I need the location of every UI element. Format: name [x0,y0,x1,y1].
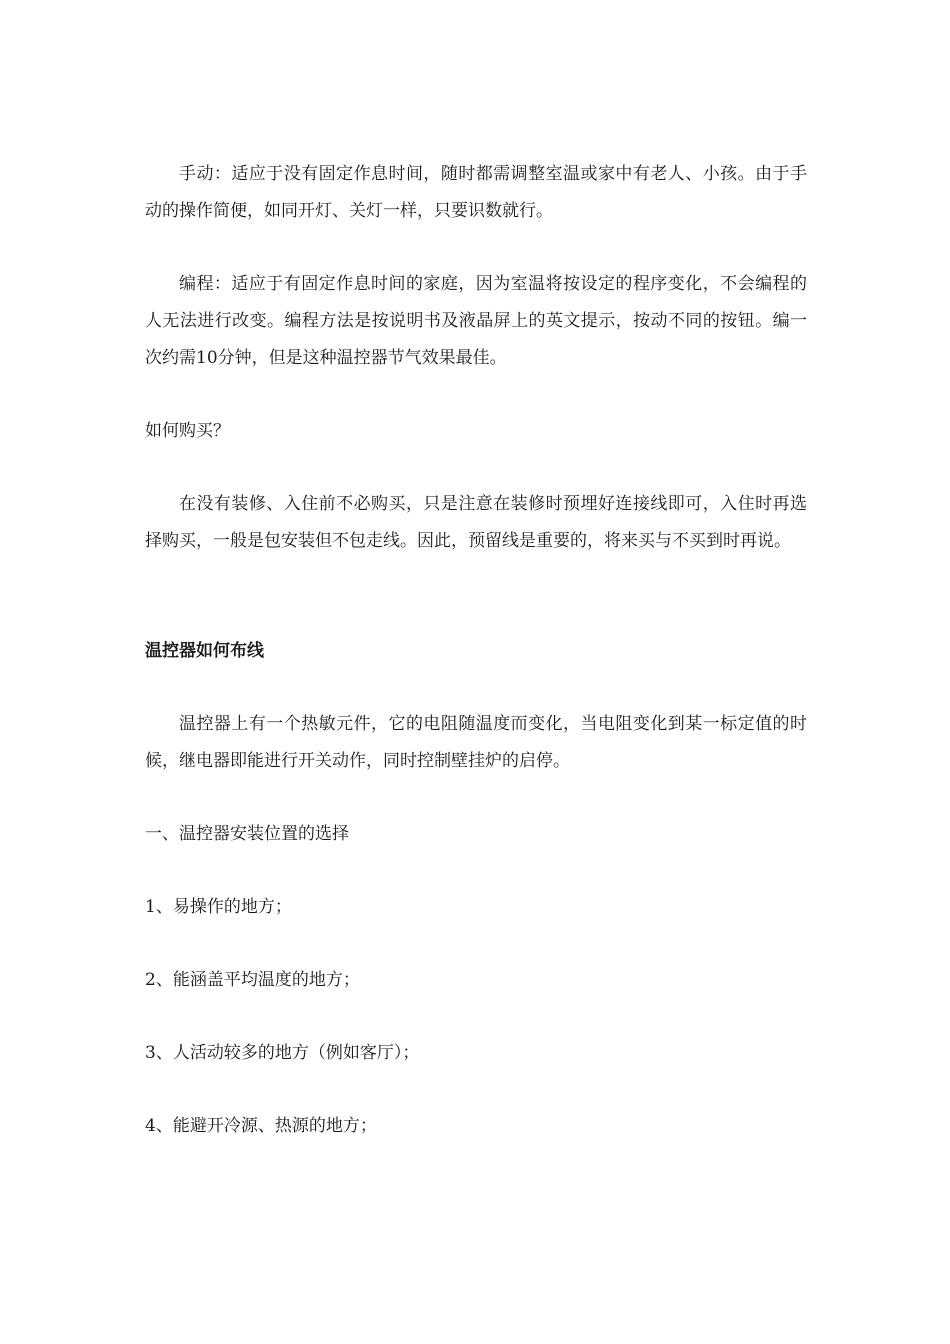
document-body [145,156,807,1145]
spacer [145,999,807,1035]
spacer [145,230,807,266]
paragraph-manual-mode: 手动：适应于没有固定作息时间，随时都需调整室温或家中有老人、小孩。由于手动的操作简便，如同开灯、关灯一样，只要识数就行。 [145,164,807,221]
list-item: 2、能涵盖平均温度的地方； [145,970,360,990]
paragraph-how-to-buy-question: 如何购买？ [145,421,230,441]
section-heading: 温控器如何布线 [145,641,264,661]
list-item: 4、能避开冷源、热源的地方； [145,1116,377,1136]
paragraph-how-to-buy-answer: 在没有装修、入住前不必购买，只是注意在装修时预埋好连接线即可，入住时再选择购买，一般是包安装但不包走线。因此，预留线是重要的，将来买与不买到时再说。 [145,494,807,551]
spacer [145,853,807,889]
spacer [145,450,807,486]
spacer [145,377,807,413]
spacer [145,780,807,816]
section-subheading: 一、温控器安装位置的选择 [145,824,349,844]
paragraph-programming-mode: 编程：适应于有固定作息时间的家庭，因为室温将按设定的程序变化，不会编程的人无法进行改变。编程方法是按说明书及液晶屏上的英文提示，按动不同的按钮。编一次约需10分钟，但是这种温控器节气效果最佳。 [145,274,807,368]
paragraph-section-intro: 温控器上有一个热敏元件，它的电阻随温度而变化，当电阻变化到某一标定值的时候，继电器即能进行开关动作，同时控制壁挂炉的启停。 [145,714,807,771]
spacer [145,926,807,962]
spacer [145,670,807,706]
spacer [145,1072,807,1108]
list-item: 3、人活动较多的地方（例如客厅）； [145,1043,420,1063]
list-item: 1、易操作的地方； [145,897,292,917]
spacer [145,560,807,633]
